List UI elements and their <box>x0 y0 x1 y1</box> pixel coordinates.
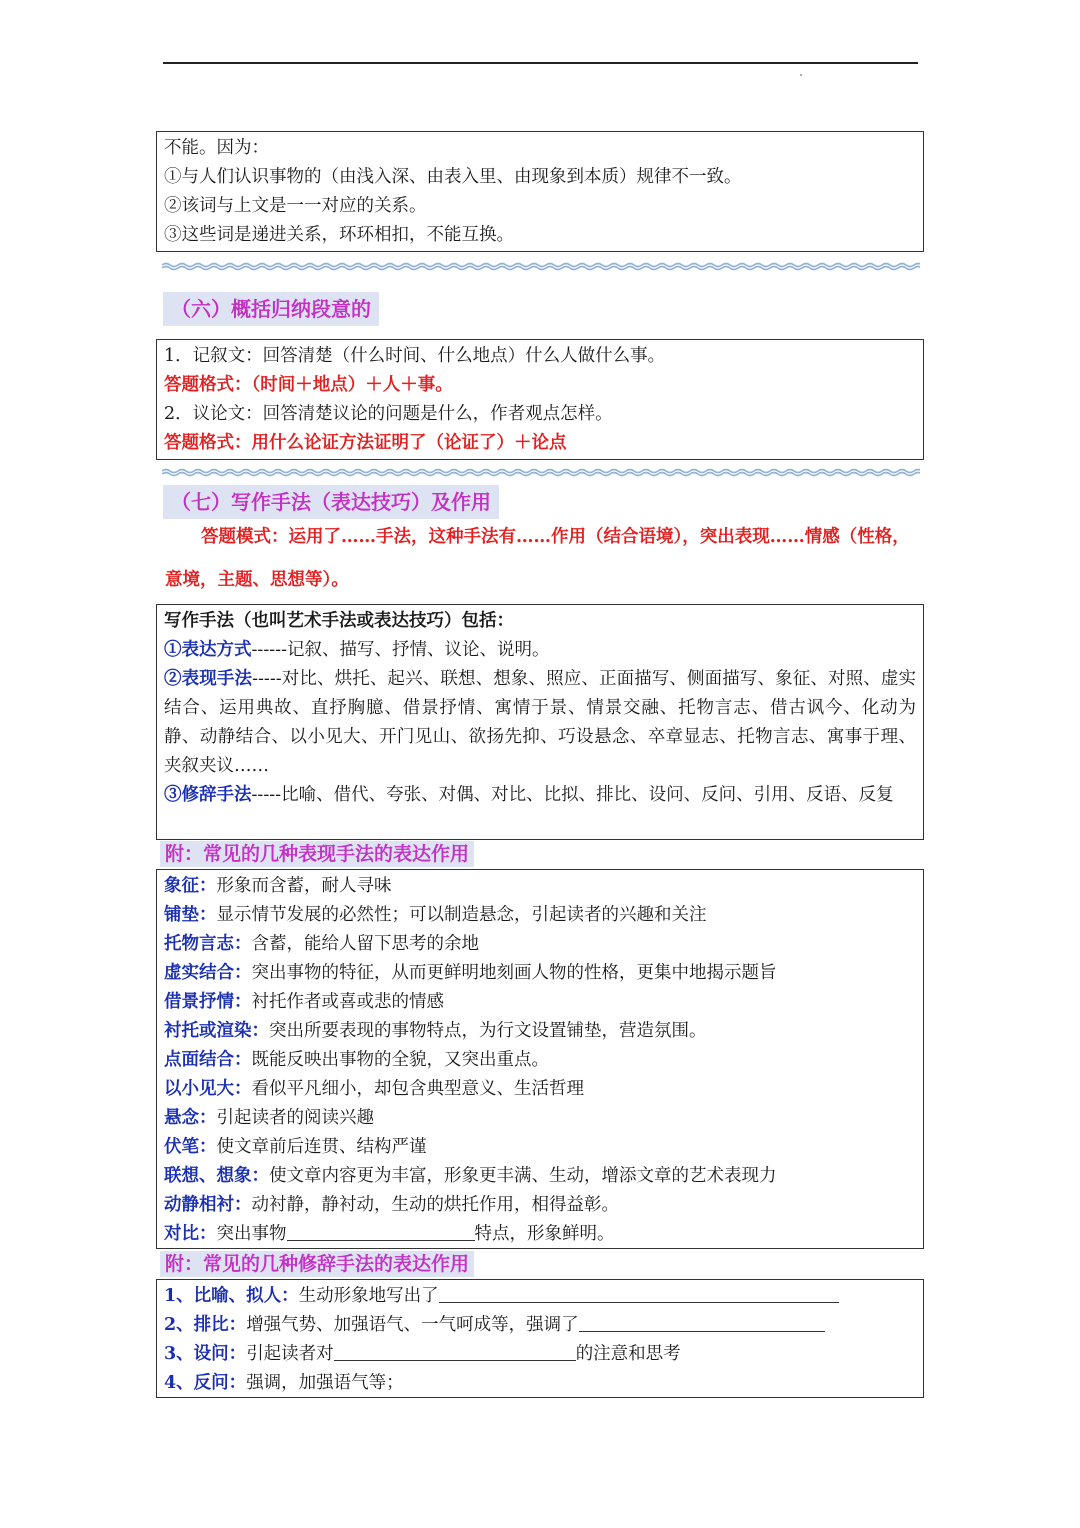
argument-line: 2．议论文：回答清楚议论的问题是什么，作者观点怎样。 <box>164 404 613 424</box>
answer-line-4: ③这些词是递进关系，环环相扣，不能互换。 <box>164 225 514 245</box>
rhetoric-item-4 <box>164 1369 916 1398</box>
header-rule <box>163 62 918 64</box>
term: 悬念： <box>164 1108 217 1128</box>
answer-line-2: ①与人们认识事物的（由浅入深、由表入里、由现象到本质）规律不一致。 <box>164 167 742 187</box>
presentation-techniques-text: -----对比、烘托、起兴、联想、想象、照应、正面描写、侧面描写、象征、对照、虚实结合、运用典故、直抒胸臆、借景抒情、寓情于景、情景交融、托物言志、借古讽今、化动为静、动静结合、以小见大、开门见山、欲扬先抑、巧设悬念、卒章显志、托物言志、寓事于理、夹叙夹议…… <box>164 669 916 776</box>
techniques-box <box>156 604 924 840</box>
fill-blank[interactable] <box>439 1284 839 1303</box>
desc: 衬托作者或喜或悲的情感 <box>251 992 444 1012</box>
answer-line-1: 不能。因为： <box>164 138 269 158</box>
term: 托物言志： <box>164 934 252 954</box>
desc: 使文章前后连贯、结构严谨 <box>216 1137 427 1157</box>
answer-box <box>156 131 924 252</box>
fill-blank[interactable] <box>287 1222 475 1241</box>
desc: 既能反映出事物的全貌，又突出重点。 <box>251 1050 549 1070</box>
term: 衬托或渲染： <box>164 1021 269 1041</box>
term: 点面结合： <box>164 1050 252 1070</box>
term: 象征： <box>164 876 217 896</box>
desc: 显示情节发展的必然性；可以制造悬念，引起读者的兴趣和关注 <box>216 905 707 925</box>
term: 2、排比： <box>164 1315 247 1335</box>
list-item <box>164 901 916 930</box>
expression-methods-label: ①表达方式 <box>164 640 252 660</box>
list-item <box>164 1133 916 1162</box>
wave-divider-1 <box>162 262 920 271</box>
desc: 特点，形象鲜明。 <box>474 1224 615 1244</box>
term: 伏笔： <box>164 1137 217 1157</box>
answer-line-3: ②该词与上文是一一对应的关系。 <box>164 196 427 216</box>
desc: 突出所要表现的事物特点，为行文设置铺垫，营造氛围。 <box>269 1021 707 1041</box>
techniques-title: 写作手法（也叫艺术手法或表达技巧）包括： <box>164 611 514 631</box>
desc: 增强气势、加强语气、一气呵成等，强调了 <box>246 1315 579 1335</box>
list-item <box>164 1104 916 1133</box>
attach-2-box <box>156 1279 924 1398</box>
term: 动静相衬： <box>164 1195 252 1215</box>
desc: 含蓄，能给人留下思考的余地 <box>251 934 479 954</box>
rhetoric-techniques-text: -----比喻、借代、夸张、对偶、对比、比拟、排比、设问、反问、引用、反语、反复 <box>251 785 894 805</box>
narrative-line: 1．记叙文：回答清楚（什么时间、什么地点）什么人做什么事。 <box>164 346 666 366</box>
page-dot <box>800 74 802 76</box>
section-6-title: （六）概括归纳段意的 <box>163 292 379 326</box>
rhetoric-item-3 <box>164 1340 916 1369</box>
term: 借景抒情： <box>164 992 252 1012</box>
rhetoric-item-2 <box>164 1311 916 1340</box>
list-item <box>164 930 916 959</box>
list-item <box>164 1162 916 1191</box>
rhetoric-item-1 <box>164 1282 916 1311</box>
expression-methods-text: ------记叙、描写、抒情、议论、说明。 <box>251 640 550 660</box>
desc: 突出事物 <box>216 1224 287 1244</box>
attach-1-title: 附：常见的几种表现手法的表达作用 <box>160 841 474 867</box>
desc: 动衬静，静衬动，生动的烘托作用，相得益彰。 <box>251 1195 619 1215</box>
narrative-format: 答题格式：（时间＋地点）＋人＋事。 <box>164 375 453 395</box>
desc: 引起读者的阅读兴趣 <box>216 1108 374 1128</box>
answer-mode: 答题模式：运用了……手法，这种手法有……作用（结合语境），突出表现……情感（性格，意境，主题、思想等）。 <box>165 527 910 590</box>
presentation-techniques-label: ②表现手法 <box>164 669 253 689</box>
term: 铺垫： <box>164 905 217 925</box>
presentation-techniques <box>164 665 916 781</box>
term: 联想、想象： <box>164 1166 269 1186</box>
term: 虚实结合： <box>164 963 252 983</box>
list-item <box>164 1191 916 1220</box>
argument-format: 答题格式：用什么论证方法证明了（论证了）＋论点 <box>164 433 567 453</box>
attach-1-box <box>156 869 924 1249</box>
term: 以小见大： <box>164 1079 252 1099</box>
section-6-box <box>156 339 924 460</box>
desc: 强调，加强语气等； <box>246 1373 404 1393</box>
list-item <box>164 959 916 988</box>
term: 3、设问： <box>164 1344 247 1364</box>
desc: 的注意和思考 <box>575 1344 681 1364</box>
section-7-title: （七）写作手法（表达技巧）及作用 <box>163 485 499 519</box>
list-item-contrast <box>164 1220 916 1249</box>
list-item <box>164 1046 916 1075</box>
list-item <box>164 988 916 1017</box>
desc: 看似平凡细小，却包含典型意义、生活哲理 <box>251 1079 584 1099</box>
desc: 生动形象地写出了 <box>298 1286 439 1306</box>
list-item <box>164 1075 916 1104</box>
desc: 使文章内容更为丰富，形象更丰满、生动，增添文章的艺术表现力 <box>269 1166 777 1186</box>
term: 对比： <box>164 1224 217 1244</box>
term: 1、比喻、拟人： <box>164 1286 299 1306</box>
attach-2-title: 附：常见的几种修辞手法的表达作用 <box>160 1251 474 1277</box>
term: 4、反问： <box>164 1373 247 1393</box>
wave-divider-2 <box>162 468 920 477</box>
desc: 引起读者对 <box>246 1344 334 1364</box>
rhetoric-techniques-label: ③修辞手法 <box>164 785 252 805</box>
list-item <box>164 872 916 901</box>
fill-blank[interactable] <box>334 1342 576 1361</box>
desc: 突出事物的特征，从而更鲜明地刻画人物的性格，更集中地揭示题旨 <box>251 963 777 983</box>
desc: 形象而含蓄，耐人寻味 <box>216 876 392 896</box>
list-item <box>164 1017 916 1046</box>
rhetoric-techniques <box>164 781 916 810</box>
expression-methods <box>164 636 916 665</box>
fill-blank[interactable] <box>579 1313 825 1332</box>
